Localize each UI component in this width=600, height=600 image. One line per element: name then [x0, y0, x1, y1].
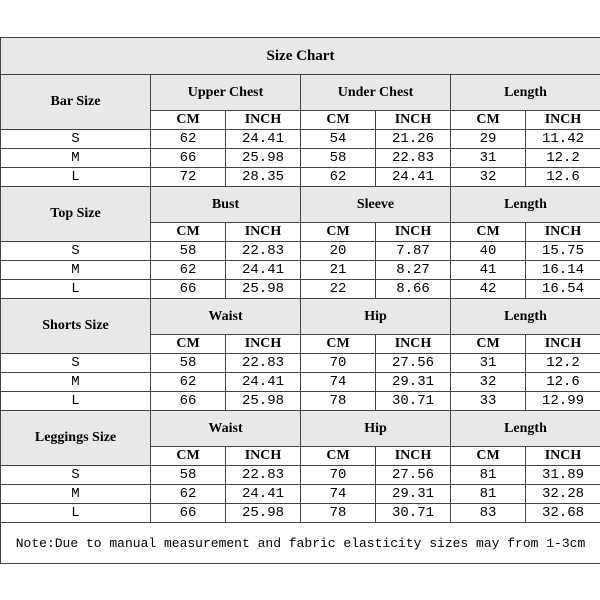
measurement-value: 40 [451, 242, 526, 261]
size-label: M [1, 149, 151, 168]
measurement-value: 24.41 [226, 261, 301, 280]
section-label: Bar Size [1, 75, 151, 130]
measurement-value: 12.6 [526, 168, 600, 187]
measurement-value: 12.99 [526, 392, 600, 411]
measurement-value: 70 [301, 354, 376, 373]
size-label: S [1, 354, 151, 373]
measurement-group-header: Length [451, 187, 600, 223]
measurement-value: 31 [451, 149, 526, 168]
size-label: L [1, 392, 151, 411]
unit-cm-header: CM [151, 223, 226, 242]
measurement-value: 24.41 [226, 485, 301, 504]
unit-cm-header: CM [451, 335, 526, 354]
measurement-value: 81 [451, 466, 526, 485]
measurement-value: 25.98 [226, 504, 301, 523]
measurement-value: 41 [451, 261, 526, 280]
measurement-value: 24.41 [226, 373, 301, 392]
measurement-value: 30.71 [376, 392, 451, 411]
measurement-value: 27.56 [376, 466, 451, 485]
measurement-value: 24.41 [376, 168, 451, 187]
measurement-group-header: Waist [151, 411, 301, 447]
group-header-row [1, 75, 600, 111]
measurement-value: 32 [451, 168, 526, 187]
measurement-value: 78 [301, 504, 376, 523]
section-label: Leggings Size [1, 411, 151, 466]
measurement-value: 66 [151, 392, 226, 411]
measurement-value: 29.31 [376, 373, 451, 392]
unit-cm-header: CM [151, 335, 226, 354]
measurement-group-header: Under Chest [301, 75, 451, 111]
section-label: Top Size [1, 187, 151, 242]
unit-inch-header: INCH [526, 223, 600, 242]
unit-cm-header: CM [451, 447, 526, 466]
measurement-value: 74 [301, 485, 376, 504]
measurement-value: 21.26 [376, 130, 451, 149]
unit-inch-header: INCH [226, 447, 301, 466]
measurement-group-header: Upper Chest [151, 75, 301, 111]
measurement-value: 62 [151, 261, 226, 280]
measurement-value: 8.66 [376, 280, 451, 299]
measurement-value: 22.83 [226, 466, 301, 485]
measurement-value: 33 [451, 392, 526, 411]
size-label: S [1, 130, 151, 149]
unit-inch-header: INCH [526, 111, 600, 130]
table-row [1, 168, 600, 187]
measurement-value: 25.98 [226, 149, 301, 168]
measurement-note: Note:Due to manual measurement and fabric elasticity sizes may from 1-3cm [1, 523, 600, 564]
size-label: S [1, 242, 151, 261]
measurement-value: 54 [301, 130, 376, 149]
measurement-value: 42 [451, 280, 526, 299]
measurement-value: 22.83 [226, 242, 301, 261]
measurement-value: 21 [301, 261, 376, 280]
measurement-group-header: Length [451, 75, 600, 111]
measurement-group-header: Length [451, 299, 600, 335]
measurement-group-header: Hip [301, 299, 451, 335]
size-label: M [1, 373, 151, 392]
table-row [1, 392, 600, 411]
size-label: L [1, 280, 151, 299]
measurement-value: 30.71 [376, 504, 451, 523]
measurement-value: 22.83 [376, 149, 451, 168]
unit-cm-header: CM [451, 223, 526, 242]
group-header-row [1, 187, 600, 223]
measurement-value: 78 [301, 392, 376, 411]
size-label: S [1, 466, 151, 485]
measurement-value: 7.87 [376, 242, 451, 261]
measurement-value: 31 [451, 354, 526, 373]
measurement-group-header: Length [451, 411, 600, 447]
measurement-value: 20 [301, 242, 376, 261]
measurement-group-header: Hip [301, 411, 451, 447]
measurement-value: 81 [451, 485, 526, 504]
measurement-value: 58 [151, 466, 226, 485]
measurement-value: 29.31 [376, 485, 451, 504]
unit-cm-header: CM [301, 223, 376, 242]
measurement-value: 27.56 [376, 354, 451, 373]
table-row [1, 485, 600, 504]
unit-inch-header: INCH [226, 111, 301, 130]
measurement-value: 58 [151, 354, 226, 373]
measurement-value: 66 [151, 280, 226, 299]
measurement-value: 66 [151, 504, 226, 523]
measurement-group-header: Bust [151, 187, 301, 223]
measurement-value: 12.6 [526, 373, 600, 392]
unit-inch-header: INCH [526, 447, 600, 466]
measurement-value: 29 [451, 130, 526, 149]
chart-title: Size Chart [1, 38, 600, 75]
measurement-value: 16.14 [526, 261, 600, 280]
title-row [1, 38, 600, 75]
measurement-value: 66 [151, 149, 226, 168]
measurement-value: 32.68 [526, 504, 600, 523]
measurement-value: 31.89 [526, 466, 600, 485]
measurement-value: 70 [301, 466, 376, 485]
measurement-group-header: Sleeve [301, 187, 451, 223]
measurement-value: 22.83 [226, 354, 301, 373]
section-label: Shorts Size [1, 299, 151, 354]
measurement-value: 32.28 [526, 485, 600, 504]
table-row [1, 504, 600, 523]
unit-cm-header: CM [301, 447, 376, 466]
measurement-value: 72 [151, 168, 226, 187]
table-row [1, 130, 600, 149]
unit-inch-header: INCH [226, 335, 301, 354]
unit-cm-header: CM [301, 111, 376, 130]
table-row [1, 280, 600, 299]
measurement-value: 16.54 [526, 280, 600, 299]
unit-inch-header: INCH [376, 335, 451, 354]
unit-cm-header: CM [301, 335, 376, 354]
measurement-value: 24.41 [226, 130, 301, 149]
measurement-value: 22 [301, 280, 376, 299]
size-chart-table [0, 37, 600, 564]
measurement-value: 11.42 [526, 130, 600, 149]
measurement-value: 74 [301, 373, 376, 392]
measurement-value: 12.2 [526, 354, 600, 373]
table-row [1, 149, 600, 168]
size-label: M [1, 261, 151, 280]
unit-inch-header: INCH [226, 223, 301, 242]
unit-cm-header: CM [151, 111, 226, 130]
group-header-row [1, 411, 600, 447]
measurement-value: 12.2 [526, 149, 600, 168]
note-row [1, 523, 600, 564]
unit-inch-header: INCH [526, 335, 600, 354]
measurement-value: 62 [151, 130, 226, 149]
measurement-value: 15.75 [526, 242, 600, 261]
table-row [1, 354, 600, 373]
table-row [1, 242, 600, 261]
measurement-value: 58 [151, 242, 226, 261]
size-label: L [1, 504, 151, 523]
unit-inch-header: INCH [376, 223, 451, 242]
table-row [1, 466, 600, 485]
measurement-value: 25.98 [226, 280, 301, 299]
table-row [1, 261, 600, 280]
group-header-row [1, 299, 600, 335]
measurement-value: 62 [151, 373, 226, 392]
measurement-value: 8.27 [376, 261, 451, 280]
measurement-value: 83 [451, 504, 526, 523]
measurement-value: 58 [301, 149, 376, 168]
unit-cm-header: CM [451, 111, 526, 130]
measurement-value: 25.98 [226, 392, 301, 411]
unit-inch-header: INCH [376, 447, 451, 466]
unit-cm-header: CM [151, 447, 226, 466]
measurement-value: 62 [151, 485, 226, 504]
table-row [1, 373, 600, 392]
measurement-group-header: Waist [151, 299, 301, 335]
measurement-value: 28.35 [226, 168, 301, 187]
measurement-value: 62 [301, 168, 376, 187]
size-label: M [1, 485, 151, 504]
measurement-value: 32 [451, 373, 526, 392]
size-label: L [1, 168, 151, 187]
unit-inch-header: INCH [376, 111, 451, 130]
